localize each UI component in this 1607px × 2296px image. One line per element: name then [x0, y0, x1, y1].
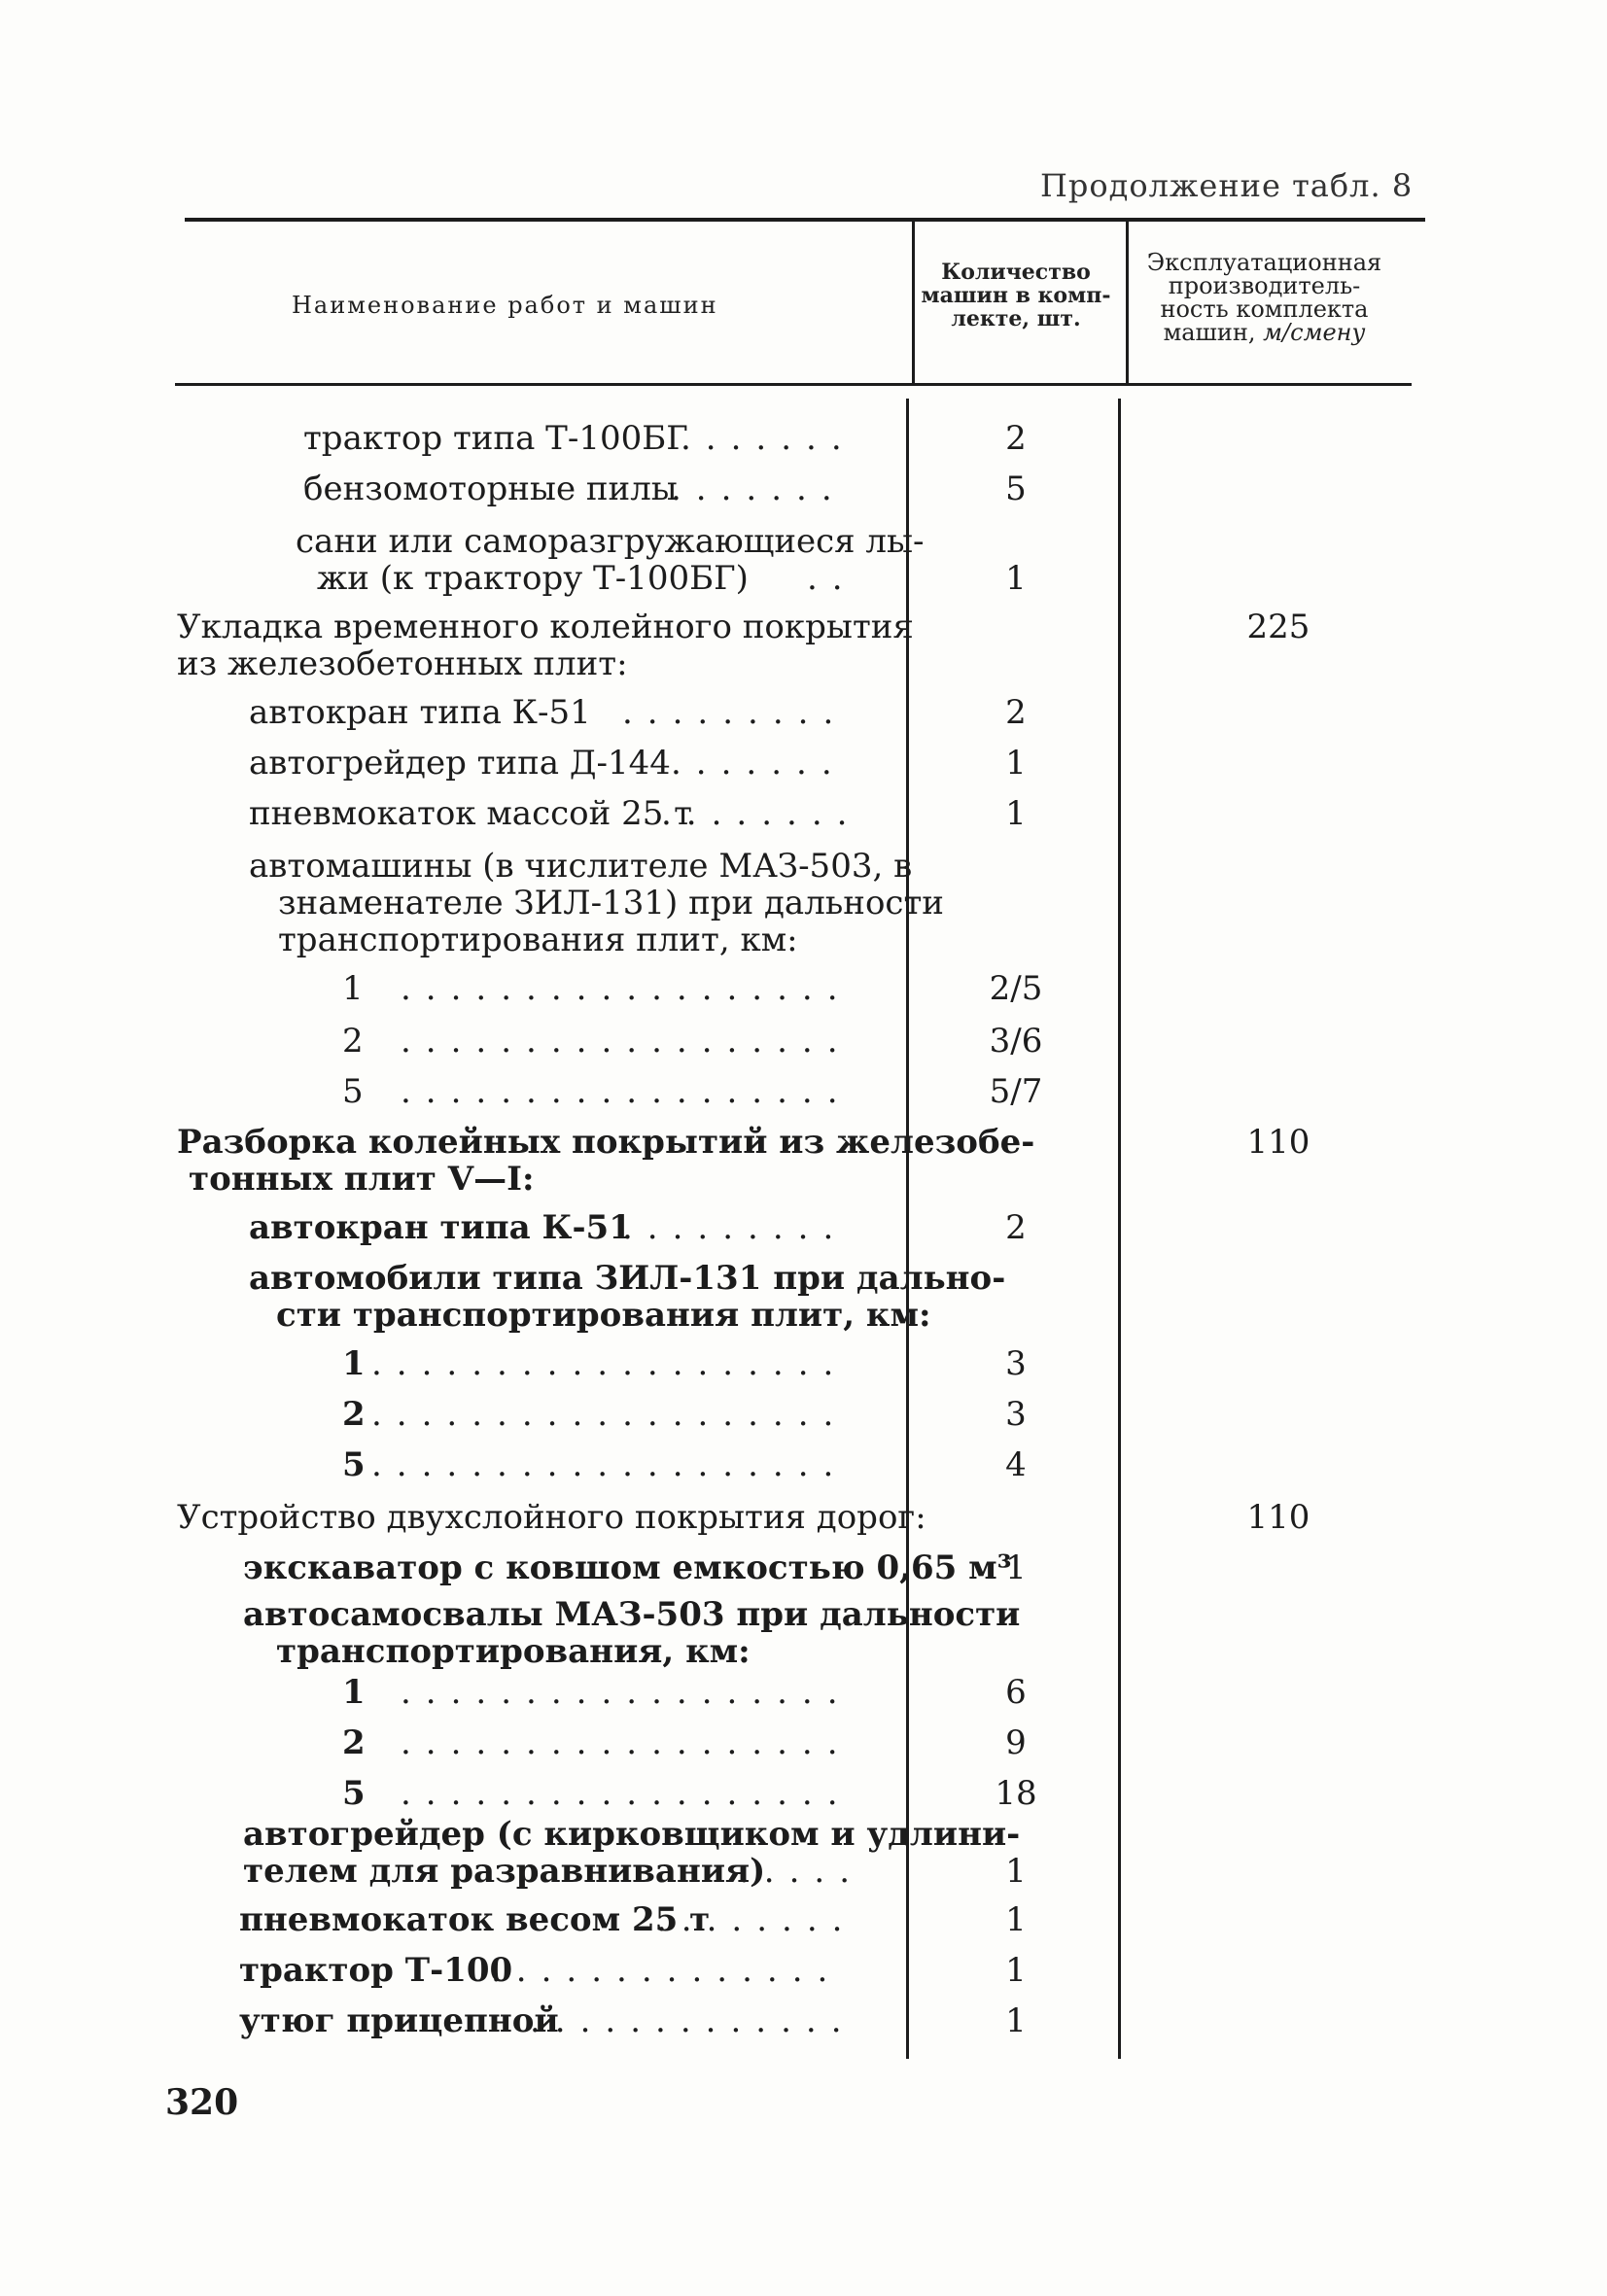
row-quantity: 9 [1005, 1723, 1027, 1762]
leader-dots: ......... [622, 1208, 849, 1247]
row-label: 1 [342, 969, 364, 1008]
row-quantity: 2 [1005, 419, 1027, 458]
row-label: пневмокаток весом 25 т [239, 1900, 711, 1939]
leader-dots: ......... [622, 693, 849, 732]
header-count [904, 261, 1128, 330]
row-productivity: 110 [1246, 1498, 1310, 1537]
row-quantity: 2 [1005, 693, 1027, 732]
leader-dots: ............. [530, 2001, 856, 2040]
row-label: Устройство двухслойного покрытия дорог: [177, 1498, 926, 1537]
row-quantity: 1 [1005, 1951, 1027, 1990]
row-quantity: 1 [1005, 744, 1027, 783]
row-label: тонных плит V—I: [189, 1160, 535, 1199]
row-quantity: 1 [1005, 559, 1027, 598]
row-label: автогрейдер типа Д-144 [249, 744, 671, 783]
row-label: 2 [342, 1723, 366, 1762]
header-prod-line-4 [1126, 321, 1403, 344]
row-quantity: 1 [1005, 1852, 1027, 1891]
leader-dots: ........ [661, 794, 862, 833]
leader-dots: ....... [681, 419, 856, 458]
row-quantity: 1 [1005, 1900, 1027, 1939]
row-label: бензомоторные пилы [303, 470, 678, 508]
leader-dots: .................. [401, 969, 853, 1008]
row-label: жи (к трактору Т-100БГ) [317, 559, 749, 598]
row-quantity: 1 [1005, 794, 1027, 833]
leader-dots: ................... [371, 1344, 849, 1383]
column-line-right-header [1126, 222, 1129, 383]
column-line-left-header [912, 222, 915, 383]
column-line-right-body [1118, 399, 1121, 2059]
row-quantity: 3 [1005, 1395, 1027, 1434]
leader-dots: ..... [739, 1852, 865, 1891]
row-label: 5 [342, 1445, 366, 1484]
row-quantity: 3 [1005, 1344, 1027, 1383]
row-quantity: 18 [995, 1774, 1037, 1813]
leader-dots: ................... [371, 1445, 849, 1484]
row-productivity: 225 [1246, 608, 1310, 646]
leader-dots: .................. [401, 1022, 853, 1061]
leader-dots: ........ [656, 1900, 857, 1939]
top-rule [185, 218, 1425, 222]
header-prod-machines: машин, [1163, 319, 1256, 346]
row-label: 5 [342, 1072, 364, 1111]
column-line-left-body [906, 399, 909, 2059]
row-label: автомашины (в числителе МАЗ-503, в [249, 847, 913, 886]
page-number: 320 [165, 2082, 239, 2123]
header-prod-line-2: производитель- [1168, 272, 1361, 299]
header-productivity [1126, 251, 1403, 344]
row-label: пневмокаток массой 25 т [249, 794, 692, 833]
leader-dots: ....... [671, 470, 847, 508]
header-name: Наименование работ и машин [292, 292, 718, 319]
row-label: трактор типа Т-100БГ [303, 419, 688, 458]
row-label: автосамосвалы МАЗ-503 при дальности [243, 1595, 1021, 1634]
row-label: автогрейдер (с кирковщиком и удлини- [243, 1815, 1021, 1854]
row-label: телем для разравнивания) [243, 1852, 766, 1891]
leader-dots: .................. [401, 1774, 853, 1813]
leader-dots: ................... [371, 1395, 849, 1434]
leader-dots: .................. [401, 1723, 853, 1762]
table-caption: Продолжение табл. 8 [1040, 167, 1414, 204]
row-label: 2 [342, 1022, 364, 1061]
row-label: знаменателе ЗИЛ-131) при дальности [278, 884, 944, 922]
row-label: 2 [342, 1395, 366, 1434]
row-label: 5 [342, 1774, 366, 1813]
row-label: сани или саморазгружающиеся лы- [296, 522, 925, 561]
header-prod-line-1: Эксплуатационная [1146, 249, 1382, 276]
row-label: из железобетонных плит: [177, 644, 628, 683]
row-label: автомобили типа ЗИЛ-131 при дально- [249, 1259, 1006, 1298]
row-quantity: 5/7 [989, 1072, 1043, 1111]
row-label: трактор Т-100 [239, 1951, 513, 1990]
row-label: транспортирования, км: [276, 1632, 751, 1671]
row-quantity: 1 [1005, 1548, 1027, 1587]
row-quantity: 2/5 [989, 969, 1043, 1008]
leader-dots: .................. [401, 1673, 853, 1712]
header-count-line-1: Количество [941, 260, 1091, 285]
row-label: Укладка временного колейного покрытия [177, 608, 914, 646]
row-label: экскаватор с ковшом емкостью 0,65 м³ [243, 1548, 1012, 1587]
leader-dots: .. [807, 559, 857, 598]
row-quantity: 1 [1005, 2001, 1027, 2040]
row-productivity: 110 [1246, 1123, 1310, 1162]
header-rule [175, 383, 1412, 386]
row-label: Разборка колейных покрытий из железобе- [177, 1123, 1035, 1162]
row-quantity: 6 [1005, 1673, 1027, 1712]
row-quantity: 2 [1005, 1208, 1027, 1247]
row-label: утюг прицепной [239, 2001, 559, 2040]
leader-dots: .................. [401, 1072, 853, 1111]
row-label: 1 [342, 1673, 366, 1712]
row-label: сти транспортирования плит, км: [276, 1296, 931, 1335]
row-label: автокран типа К-51 [249, 693, 591, 732]
row-quantity: 5 [1005, 470, 1027, 508]
row-quantity: 3/6 [989, 1022, 1043, 1061]
header-prod-line-3: ность комплекта [1160, 296, 1369, 323]
leader-dots: .............. [491, 1951, 843, 1990]
leader-dots: ....... [671, 744, 847, 783]
header-prod-unit: м/смену [1263, 319, 1366, 346]
row-label: 1 [342, 1344, 366, 1383]
header-count-line-2: машин в комп- [921, 283, 1111, 308]
header-count-line-3: лекте, шт. [951, 306, 1081, 331]
row-label: автокран типа К-51 [249, 1208, 632, 1247]
row-quantity: 4 [1005, 1445, 1027, 1484]
row-label: транспортирования плит, км: [278, 921, 798, 959]
